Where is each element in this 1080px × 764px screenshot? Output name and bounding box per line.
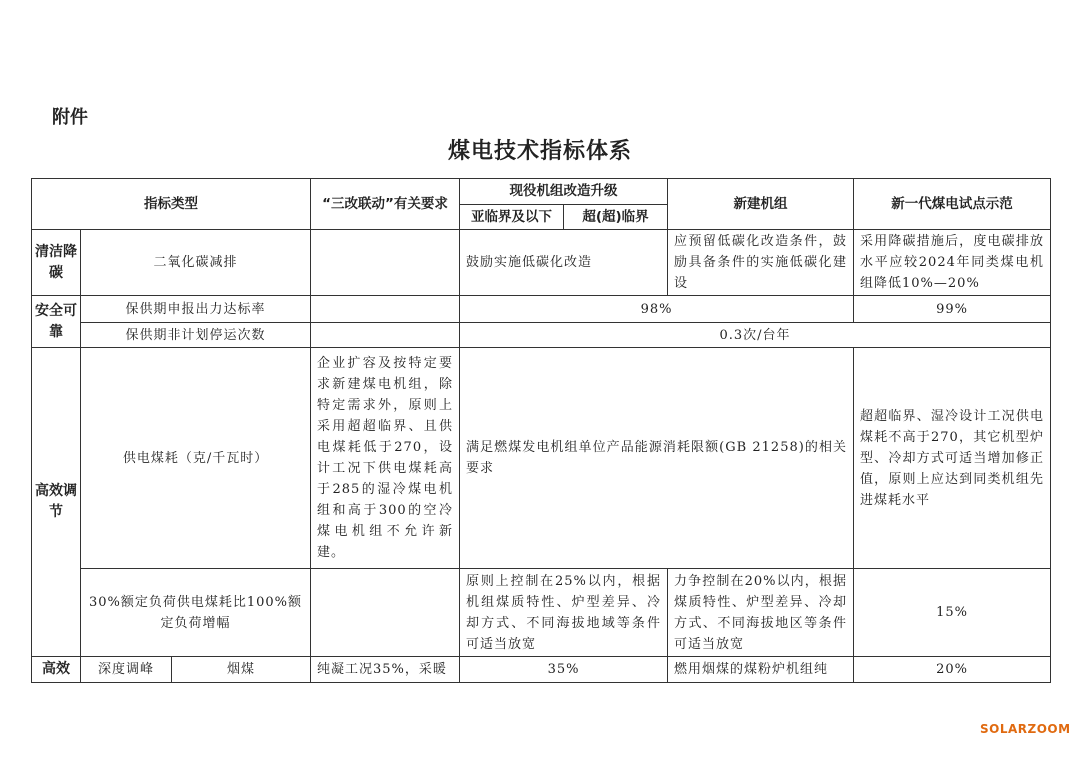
three-linkage-co2 bbox=[311, 230, 460, 296]
next-gen-coal-consumption: 超超临界、湿冷设计工况供电煤耗不高于270，其它机型炉型、冷却方式可适当增加修正值，原则上应达到同类机组先进煤耗水平 bbox=[854, 348, 1051, 569]
indicator-coal-consumption: 供电煤耗（克/千瓦时） bbox=[81, 348, 311, 569]
indicator-load-ratio: 30%额定负荷供电煤耗比100%额定负荷增幅 bbox=[81, 569, 311, 657]
header-row bbox=[32, 179, 1051, 205]
new-build-peak-shaving: 燃用烟煤的煤粉炉机组纯 bbox=[668, 657, 854, 683]
retrofit-co2: 鼓励实施低碳化改造 bbox=[460, 230, 668, 296]
indicator-table bbox=[31, 178, 1051, 683]
document-title: 煤电技术指标体系 bbox=[447, 139, 632, 164]
indicator-outage: 保供期非计划停运次数 bbox=[81, 323, 311, 348]
header-three-linkage: “三改联动”有关要求 bbox=[311, 179, 460, 230]
next-gen-peak-shaving: 20% bbox=[854, 657, 1051, 683]
retrofit-load-ratio: 原则上控制在25%以内，根据机组煤质特性、炉型差异、冷却方式、不同海拔地域等条件可适当放宽 bbox=[460, 569, 668, 657]
value-coal-consumption: 满足燃煤发电机组单位产品能源消耗限额(GB 21258)的相关要求 bbox=[460, 348, 854, 569]
new-build-load-ratio: 力争控制在20%以内，根据煤质特性、炉型差异、冷却方式、不同海拔地区等条件可适当放宽 bbox=[668, 569, 854, 657]
value-output-rate: 98% bbox=[460, 296, 854, 323]
header-indicator-type: 指标类型 bbox=[32, 179, 311, 230]
header-next-gen: 新一代煤电试点示范 bbox=[854, 179, 1051, 230]
solarzoom-watermark: SOLARZOOM bbox=[980, 722, 1071, 736]
indicator-co2: 二氧化碳减排 bbox=[81, 230, 311, 296]
category-efficient: 高效调节 bbox=[32, 348, 81, 657]
three-linkage-coal-consumption: 企业扩容及按特定要求新建煤电机组，除特定需求外，原则上采用超超临界、且供电煤耗低于270，设计工况下供电煤耗高于285的湿冷煤电机组和高于300的空冷煤电机组不允许新建。 bbox=[311, 348, 460, 569]
row-safety-2 bbox=[32, 323, 1051, 348]
three-linkage-load-ratio bbox=[311, 569, 460, 657]
category-clean: 清洁降碳 bbox=[32, 230, 81, 296]
three-linkage-output-rate bbox=[311, 296, 460, 323]
category-safety: 安全可靠 bbox=[32, 296, 81, 348]
attachment-label: 附件 bbox=[52, 107, 88, 128]
row-safety-1 bbox=[32, 296, 1051, 323]
row-efficient-1 bbox=[32, 348, 1051, 569]
header-supercritical: 超(超)临界 bbox=[564, 205, 668, 230]
next-gen-output-rate: 99% bbox=[854, 296, 1051, 323]
value-outage: 0.3次/台年 bbox=[460, 323, 1051, 348]
next-gen-load-ratio: 15% bbox=[854, 569, 1051, 657]
three-linkage-peak-shaving: 纯凝工况35%，采暖 bbox=[311, 657, 460, 683]
indicator-peak-shaving: 深度调峰 bbox=[81, 657, 172, 683]
retrofit-peak-shaving: 35% bbox=[460, 657, 668, 683]
header-retrofit: 现役机组改造升级 bbox=[460, 179, 668, 205]
category-partial: 高效 bbox=[32, 657, 81, 683]
header-subcritical: 亚临界及以下 bbox=[460, 205, 564, 230]
sub-indicator-bituminous: 烟煤 bbox=[172, 657, 311, 683]
row-efficient-2 bbox=[32, 569, 1051, 657]
row-partial bbox=[32, 657, 1051, 683]
header-new-build: 新建机组 bbox=[668, 179, 854, 230]
row-clean bbox=[32, 230, 1051, 296]
next-gen-co2: 采用降碳措施后，度电碳排放水平应较2024年同类煤电机组降低10%—20% bbox=[854, 230, 1051, 296]
indicator-output-rate: 保供期申报出力达标率 bbox=[81, 296, 311, 323]
three-linkage-outage bbox=[311, 323, 460, 348]
new-build-co2: 应预留低碳化改造条件，鼓励具备条件的实施低碳化建设 bbox=[668, 230, 854, 296]
